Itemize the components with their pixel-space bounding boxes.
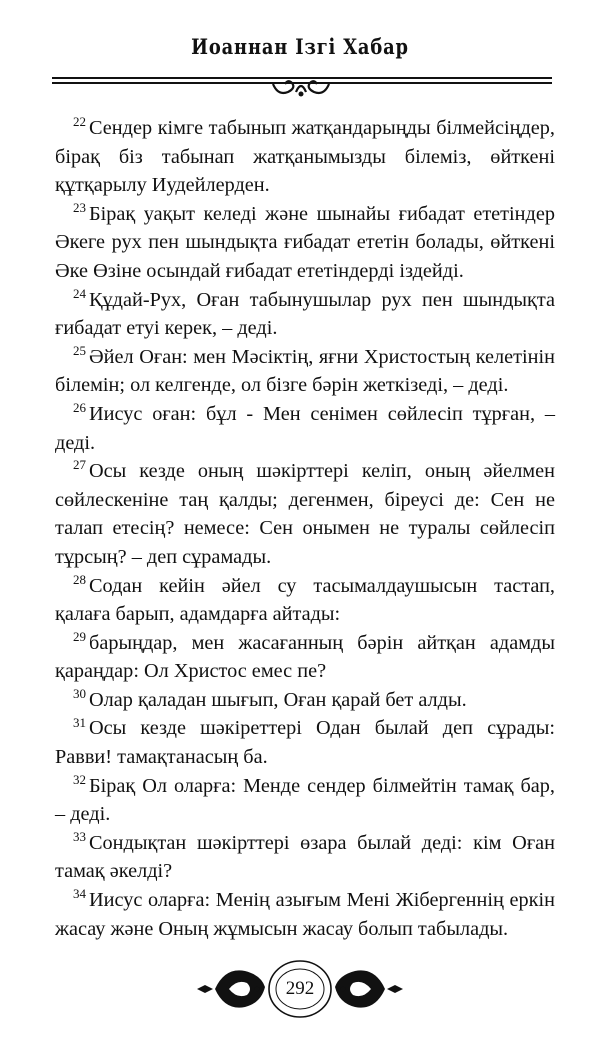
verse-number: 28 (73, 571, 86, 587)
verse-body: барыңдар, мен жасағанның бәрін айтқан адамды қараңдар: Ол Христос емес пе? (55, 631, 555, 683)
verse (55, 629, 555, 686)
page-header (0, 0, 600, 114)
verse-number: 25 (73, 342, 86, 358)
verse-body: Осы кезде оның шәкірттері келіп, оның әйелмен сөйлескеніне таң қалды; дегенмен, біреусі де: Сен не талап етесің? немесе: Сен онымен не туралы сөйлесіп тұрсың? – деп сұрамады. (55, 460, 555, 568)
verse (55, 686, 555, 715)
running-header-title: Иоаннан Ізгі Хабар (191, 34, 409, 59)
verse-body: Сондықтан шәкірттері өзара былай деді: кім Оған тамақ әкелді? (55, 831, 555, 883)
verse-number: 22 (73, 114, 86, 130)
verse (55, 114, 555, 200)
verse-text (55, 114, 555, 943)
page-number: 292 (285, 978, 315, 1000)
verse-body: Бірақ Ол оларға: Менде сендер білмейтін тамақ бар, – деді. (55, 774, 555, 826)
verse-number: 30 (73, 686, 86, 702)
verse-body: Бірақ уақыт келеді және шынайы ғибадат ететіндер Әкеге рух пен шындықта ғибадат ететін болады, өйткені Әке Өзіне осындай ғибадат ететіндерді іздейді. (55, 202, 555, 282)
verse-body: Иисус оларға: Менің азығым Мені Жібергеннің еркін жасау және Оның жұмысын жасау болып табылады. (55, 889, 555, 940)
verse (55, 200, 555, 286)
verse-body: Құдай-Рух, Оған табынушылар рух пен шындықта ғибадат етуі керек, – деді. (55, 288, 555, 340)
page-footer (195, 957, 405, 1021)
verse (55, 772, 555, 829)
verse-number: 26 (73, 400, 86, 416)
verse-number: 23 (73, 200, 86, 216)
verse-number: 33 (73, 829, 86, 845)
verse (55, 286, 555, 343)
verse-body: Осы кезде шәкіреттері Одан былай деп сұрады: Равви! тамақтанасың ба. (55, 717, 555, 769)
verse (55, 343, 555, 400)
verse-number: 24 (73, 285, 86, 301)
verse-number: 27 (73, 457, 86, 473)
verse (55, 829, 555, 886)
verse (55, 400, 555, 457)
verse (55, 572, 555, 629)
verse-body: Иисус оған: бұл - Мен сенімен сөйлесіп тұрған, – деді. (55, 402, 555, 454)
header-ornament-icon (270, 78, 332, 100)
verse-number: 31 (73, 714, 86, 730)
verse-body: Олар қаладан шығып, Оған қарай бет алды. (89, 688, 467, 711)
verse-number: 29 (73, 628, 86, 644)
verse (55, 457, 555, 571)
verse (55, 886, 555, 943)
verse-body: Әйел Оған: мен Мәсіктің, яғни Христостың келетінін білемін; ол келгенде, ол бізге бәрін жеткізеді, – деді. (55, 345, 555, 397)
verse-body: Сендер кімге табынып жатқандарыңды білмейсіңдер, бірақ біз табынап жатқанымызды білеміз, өйткені құтқарылу Иудейлерден. (55, 117, 555, 197)
verse-number: 34 (73, 886, 86, 902)
verse-body: Содан кейін әйел су тасымалдаушысын тастап, қалаға барып, адамдарға айтады: (55, 574, 555, 626)
verse-number: 32 (73, 771, 86, 787)
verse (55, 714, 555, 771)
